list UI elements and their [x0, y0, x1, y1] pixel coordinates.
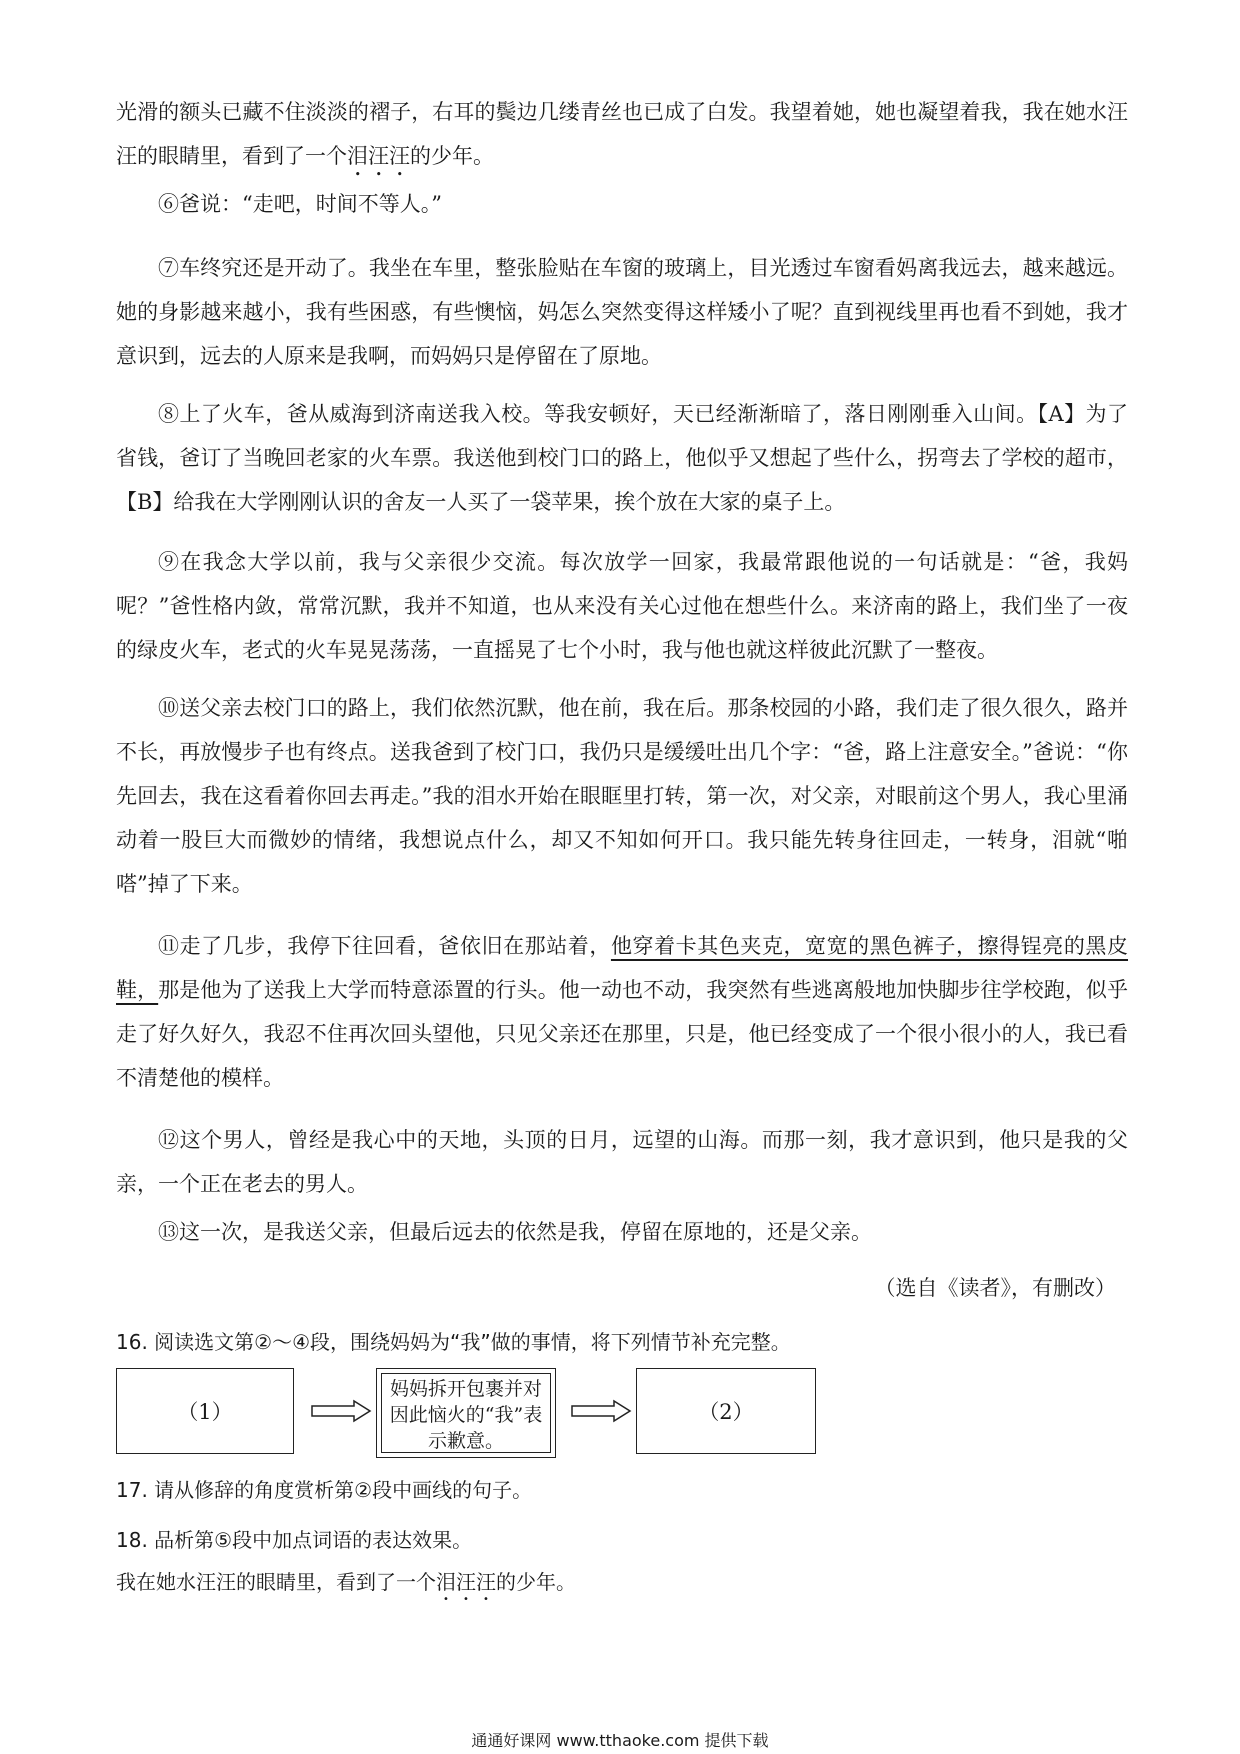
question-18-quote — [116, 1566, 576, 1605]
paragraph-text: 光滑的额头已藏不住淡淡的褶子，右耳的鬓边几缕青丝也已成了白发。我望着她，她也凝望着我，我在她水汪汪的眼睛里，看到了一个 — [116, 100, 1128, 168]
source-note: （选自《读者》，有删改） — [874, 1276, 1116, 1300]
flow-box-middle-inner — [381, 1373, 551, 1453]
paragraph-12: ⑫这个男人，曾经是我心中的天地，头顶的日月，远望的山海。而那一刻，我才意识到，他只是我的父亲，一个正在老去的男人。 — [116, 1128, 1128, 1196]
question-16: 16. 阅读选文第②～④段，围绕妈妈为“我”做的事情，将下列情节补充完整。 — [116, 1330, 791, 1354]
paragraph-9: ⑨在我念大学以前，我与父亲很少交流。每次放学一回家，我最常跟他说的一句话就是：“爸，我妈呢？”爸性格内敛，常常沉默，我并不知道，也从来没有关心过他在想些什么。来济南的路上，我们坐了一夜的绿皮火车，老式的火车晃晃荡荡，一直摇晃了七个小时，我与他也就这样彼此沉默了一整夜。 — [116, 550, 1128, 662]
underlined-sentence: 他穿着卡其色夹克，宽宽的黑色裤子，擦得锃亮的黑皮鞋， — [116, 934, 1129, 1002]
paragraph-text-tail: 的少年。 — [410, 144, 494, 168]
flow-box-middle-text: 妈妈拆开包裹并对因此恼火的“我”表示歉意。 — [389, 1378, 543, 1452]
flow-box-2-label: （2） — [698, 1400, 754, 1424]
paragraph-11 — [116, 924, 1128, 1100]
paragraph-5-continued — [116, 90, 1128, 181]
flow-arrow-2-icon — [570, 1399, 632, 1423]
flow-box-1 — [116, 1368, 294, 1454]
paragraph-text: ⑪走了几步，我停下往回看，爸依旧在那站着， — [158, 934, 611, 958]
question-17: 17. 请从修辞的角度赏析第②段中画线的句子。 — [116, 1478, 533, 1502]
flow-box-2 — [636, 1368, 816, 1454]
paragraph-7: ⑦车终究还是开动了。我坐在车里，整张脸贴在车窗的玻璃上，目光透过车窗看妈离我远去，越来越远。她的身影越来越小，我有些困惑，有些懊恼，妈怎么突然变得这样矮小了呢？直到视线里再也看不到她，我才意识到，远去的人原来是我啊，而妈妈只是停留在了原地。 — [116, 256, 1128, 368]
question-18: 18. 品析第⑤段中加点词语的表达效果。 — [116, 1528, 473, 1552]
dotted-word: 泪汪汪 — [347, 144, 410, 168]
quote-text: 我在她水汪汪的眼睛里，看到了一个 — [116, 1570, 436, 1594]
dotted-word: 泪汪汪 — [436, 1570, 496, 1594]
footer-credit: 通通好课网 www.tthaoke.com 提供下载 — [471, 1731, 769, 1750]
quote-text-tail: 的少年。 — [496, 1570, 576, 1594]
paragraph-text-tail: 那是他为了送我上大学而特意添置的行头。他一动也不动，我突然有些逃离般地加快脚步往学校跑，似乎走了好久好久，我忍不住再次回头望他，只见父亲还在那里，只是，他已经变成了一个很小很小的人，我已看不清楚他的模样。 — [116, 978, 1128, 1090]
flow-box-1-label: （1） — [177, 1400, 233, 1424]
flow-box-middle — [376, 1368, 556, 1458]
paragraph-8: ⑧上了火车，爸从威海到济南送我入校。等我安顿好，天已经渐渐暗了，落日刚刚垂入山间。【A】为了省钱，爸订了当晚回老家的火车票。我送他到校门口的路上，他似乎又想起了些什么，拐弯去了学校的超市，【B】给我在大学刚刚认识的舍友一人买了一袋苹果，挨个放在大家的桌子上。 — [116, 402, 1128, 514]
flow-arrow-1-icon — [310, 1399, 372, 1423]
paragraph-13: ⑬这一次，是我送父亲，但最后远去的依然是我，停留在原地的，还是父亲。 — [158, 1220, 872, 1244]
paragraph-6: ⑥爸说：“走吧，时间不等人。” — [158, 192, 442, 216]
paragraph-10: ⑩送父亲去校门口的路上，我们依然沉默，他在前，我在后。那条校园的小路，我们走了很久很久，路并不长，再放慢步子也有终点。送我爸到了校门口，我仍只是缓缓吐出几个字：“爸，路上注意安全。”爸说：“你先回去，我在这看着你回去再走。”我的泪水开始在眼眶里打转，第一次，对父亲，对眼前这个男人，我心里涌动着一股巨大而微妙的情绪，我想说点什么，却又不知如何开口。我只能先转身往回走，一转身，泪就“啪嗒”掉了下来。 — [116, 696, 1128, 896]
